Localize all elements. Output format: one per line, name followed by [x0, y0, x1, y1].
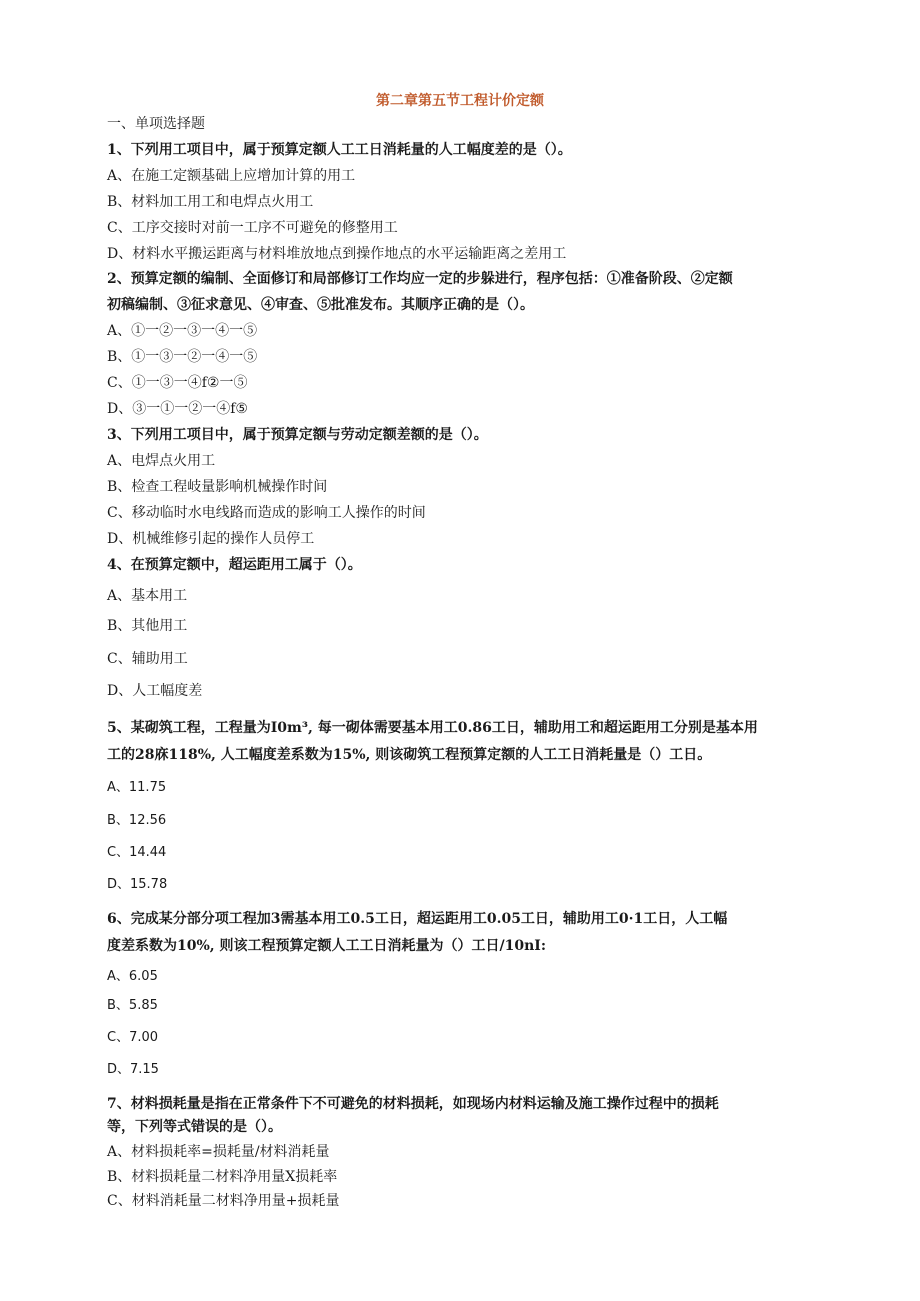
- question-4-stem: 4、在预算定额中，超运距用工属于（）。: [107, 557, 362, 573]
- question-7-stem-line-1: 7、材料损耗量是指在正常条件下不可避免的材料损耗，如现场内材料运输及施工操作过程中的损耗: [107, 1096, 719, 1112]
- question-5-option-b: B、12.56: [107, 813, 167, 828]
- question-7-option-b: B、材料损耗量二材料净用量X损耗率: [107, 1169, 338, 1185]
- question-7-option-a: A、材料损耗率=损耗量/材料消耗量: [107, 1144, 330, 1160]
- question-6-stem-line-1: 6、完成某分部分项工程加3需基本用工0.5工日，超运距用工0.05工日，辅助用工0·1工日，人工幅: [107, 911, 728, 927]
- question-3-option-a: A、电焊点火用工: [107, 453, 216, 469]
- section-heading: 一、单项选择题: [107, 116, 205, 132]
- question-2-option-a: A、①一②一③一④一⑤: [107, 323, 258, 339]
- question-3-option-c: C、移动临时水电线路而造成的影响工人操作的时间: [107, 505, 426, 521]
- question-5-option-c: C、14.44: [107, 845, 167, 860]
- question-7-option-c: C、材料消耗量二材料净用量+损耗量: [107, 1193, 340, 1209]
- question-3-stem: 3、下列用工项目中，属于预算定额与劳动定额差额的是（）。: [107, 427, 488, 443]
- question-3-option-d: D、机械维修引起的操作人员停工: [107, 531, 315, 547]
- question-1-option-a: A、在施工定额基础上应增加计算的用工: [107, 168, 356, 184]
- question-4-option-a: A、基本用工: [107, 588, 188, 604]
- question-5-stem-line-1: 5、某砌筑工程，工程量为I0m³, 每一砌体需要基本用工0.86工日，辅助用工和超运距用工分别是基本用: [107, 720, 758, 736]
- question-4-option-c: C、辅助用工: [107, 651, 188, 667]
- question-4-option-b: B、其他用工: [107, 618, 188, 634]
- question-2-option-d: D、③一①一②一④f⑤: [107, 401, 248, 417]
- question-5-stem-line-2: 工的28庥118%, 人工幅度差系数为15%, 则该砌筑工程预算定额的人工工日消耗量是（）工日。: [107, 747, 712, 763]
- question-1-option-d: D、材料水平搬运距离与材料堆放地点到操作地点的水平运输距离之差用工: [107, 246, 567, 262]
- question-6-option-b: B、5.85: [107, 998, 158, 1013]
- question-2-stem-line-1: 2、预算定额的编制、全面修订和局部修订工作均应一定的步躲进行，程序包括：①准备阶段、②定额: [107, 271, 733, 287]
- question-2-option-c: C、①一③一④f②一⑤: [107, 375, 248, 391]
- question-6-stem-line-2: 度差系数为10%, 则该工程预算定额人工工日消耗量为（）工日/10nI:: [107, 938, 547, 954]
- question-4-option-d: D、人工幅度差: [107, 683, 203, 699]
- question-5-option-a: A、11.75: [107, 780, 167, 795]
- question-1-stem: 1、下列用工项目中，属于预算定额人工工日消耗量的人工幅度差的是（）。: [107, 142, 572, 158]
- question-7-stem-line-2: 等，下列等式错误的是（）。: [107, 1119, 282, 1135]
- question-3-option-b: B、检查工程岐量影响机械操作时间: [107, 479, 328, 495]
- question-6-option-d: D、7.15: [107, 1062, 159, 1077]
- question-1-option-b: B、材料加工用工和电焊点火用工: [107, 194, 314, 210]
- question-1-option-c: C、工序交接时对前一工序不可避免的修整用工: [107, 220, 398, 236]
- question-6-option-a: A、6.05: [107, 969, 158, 984]
- page-title: 第二章第五节工程计价定额: [376, 93, 544, 109]
- question-5-option-d: D、15.78: [107, 877, 168, 892]
- question-6-option-c: C、7.00: [107, 1030, 159, 1045]
- question-2-stem-line-2: 初稿编制、③征求意见、④审查、⑤批准发布。其顺序正确的是（）。: [107, 297, 534, 313]
- question-2-option-b: B、①一③一②一④一⑤: [107, 349, 258, 365]
